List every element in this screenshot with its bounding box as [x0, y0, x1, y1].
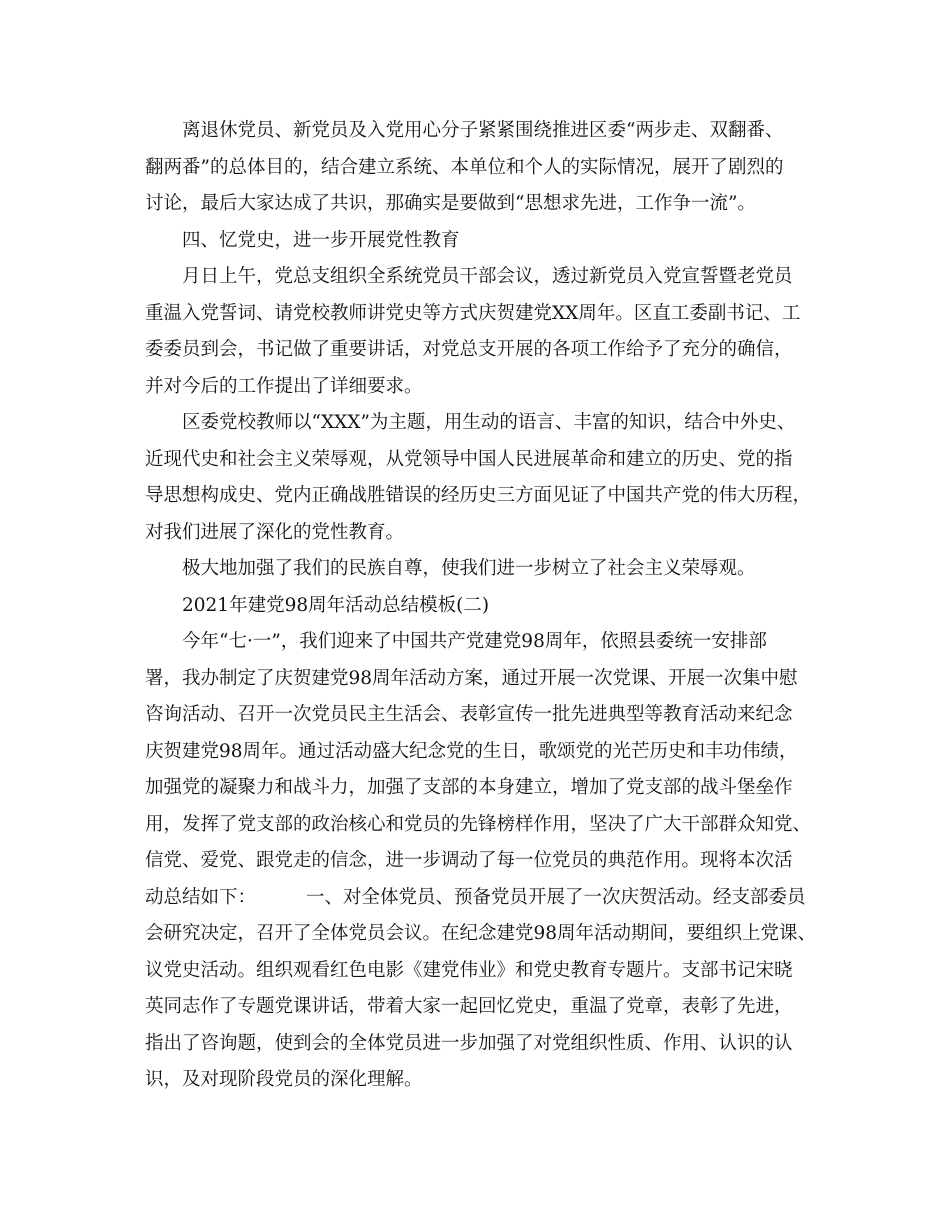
text-line	[145, 843, 815, 880]
text-line-content: 并对今后的工作提出了详细要求。	[145, 375, 423, 397]
text-line	[145, 916, 815, 953]
text-line	[145, 551, 815, 588]
subtitle-text: 2021年建党98周年活动总结模板(二)	[182, 594, 490, 616]
text-line	[145, 442, 815, 479]
text-line	[145, 223, 815, 260]
text-line-content: 委委员到会，书记做了重要讲话，对党总支开展的各项工作给予了充分的确信，	[145, 339, 793, 360]
text-line-content: 英同志作了专题党课讲话，带着大家一起回忆党史，重温了党章，表彰了先进，	[145, 996, 793, 1017]
text-line-content: 动总结如下：	[145, 886, 257, 908]
text-line	[145, 259, 815, 296]
text-line-content: 月日上午，党总支组织全系统党员干部会议，透过新党员入党宣誓暨老党员	[182, 266, 793, 287]
text-line	[145, 734, 815, 771]
text-line	[145, 113, 815, 150]
text-line-content: 议党史活动。组织观看红色电影《建党伟业》和党史教育专题片。支部书记宋晓	[145, 959, 793, 981]
text-line-content: 会研究决定，召开了全体党员会议。在纪念建党98周年活动期间，要组织上党课、	[145, 923, 817, 944]
text-line	[145, 588, 815, 625]
text-line-content: 加强党的凝聚力和战斗力，加强了支部的本身建立，增加了党支部的战斗堡垒作	[145, 777, 793, 798]
text-line	[145, 296, 815, 333]
text-line	[145, 807, 815, 844]
heading-text: 四、忆党史，进一步开展党性教育	[182, 229, 460, 251]
text-line	[145, 661, 815, 698]
text-line	[145, 369, 815, 406]
text-line-content: 讨论，最后大家达成了共识，那确实是要做到“思想求先进，工作争一流”。	[145, 193, 756, 214]
text-line-content: 离退休党员、新党员及入党用心分子紧紧围绕推进区委“两步走、双翻番、	[182, 120, 784, 141]
text-line	[145, 478, 815, 515]
text-line	[145, 697, 815, 734]
text-line-content: 今年“七·一”，我们迎来了中国共产党建党98周年，依照县委统一安排部	[182, 631, 767, 652]
document-body	[145, 113, 815, 1099]
text-line-continuation: 一、对全体党员、预备党员开展了一次庆贺活动。经支部委员	[306, 886, 806, 908]
text-line	[145, 150, 815, 187]
text-line	[145, 1026, 815, 1063]
text-line-content: 重温入党誓词、请党校教师讲党史等方式庆贺建党XX周年。区直工委副书记、工	[145, 302, 801, 324]
text-line	[145, 770, 815, 807]
text-line-content: 署，我办制定了庆贺建党98周年活动方案，通过开展一次党课、开展一次集中慰	[145, 667, 798, 689]
text-line	[145, 515, 815, 552]
text-line	[145, 989, 815, 1026]
text-line	[145, 186, 815, 223]
text-line	[145, 880, 815, 917]
text-line-content: 对我们进展了深化的党性教育。	[145, 521, 405, 543]
text-line-content: 用，发挥了党支部的政治核心和党员的先锋榜样作用，坚决了广大干部群众知党、	[145, 813, 812, 835]
text-line-content: 极大地加强了我们的民族自尊，使我们进一步树立了社会主义荣辱观。	[182, 558, 756, 579]
text-line-content: 翻两番”的总体目的，结合建立系统、本单位和个人的实际情况，展开了剧烈的	[145, 156, 784, 178]
text-line-content: 咨询活动、召开一次党员民主生活会、表彰宣传一批先进典型等教育活动来纪念	[145, 704, 793, 725]
text-line-content: 庆贺建党98周年。通过活动盛大纪念党的生日，歌颂党的光芒历史和丰功伟绩，	[145, 740, 798, 762]
text-line	[145, 332, 815, 369]
text-line-content: 区委党校教师以“XXX”为主题，用生动的语言、丰富的知识，结合中外史、	[182, 412, 796, 433]
text-line	[145, 953, 815, 990]
text-line	[145, 405, 815, 442]
text-line	[145, 1062, 815, 1099]
text-line-content: 导思想构成史、党内正确战胜错误的经历史三方面见证了中国共产党的伟大历程，	[145, 485, 812, 506]
text-line-content: 识，及对现阶段党员的深化理解。	[145, 1069, 423, 1090]
text-line-content: 近现代史和社会主义荣辱观，从党领导中国人民进展革命和建立的历史、党的指	[145, 448, 793, 470]
text-line	[145, 624, 815, 661]
text-line-content: 信党、爱党、跟党走的信念，进一步调动了每一位党员的典范作用。现将本次活	[145, 850, 793, 871]
text-line-content: 指出了咨询题，使到会的全体党员进一步加强了对党组织性质、作用、认识的认	[145, 1032, 793, 1054]
